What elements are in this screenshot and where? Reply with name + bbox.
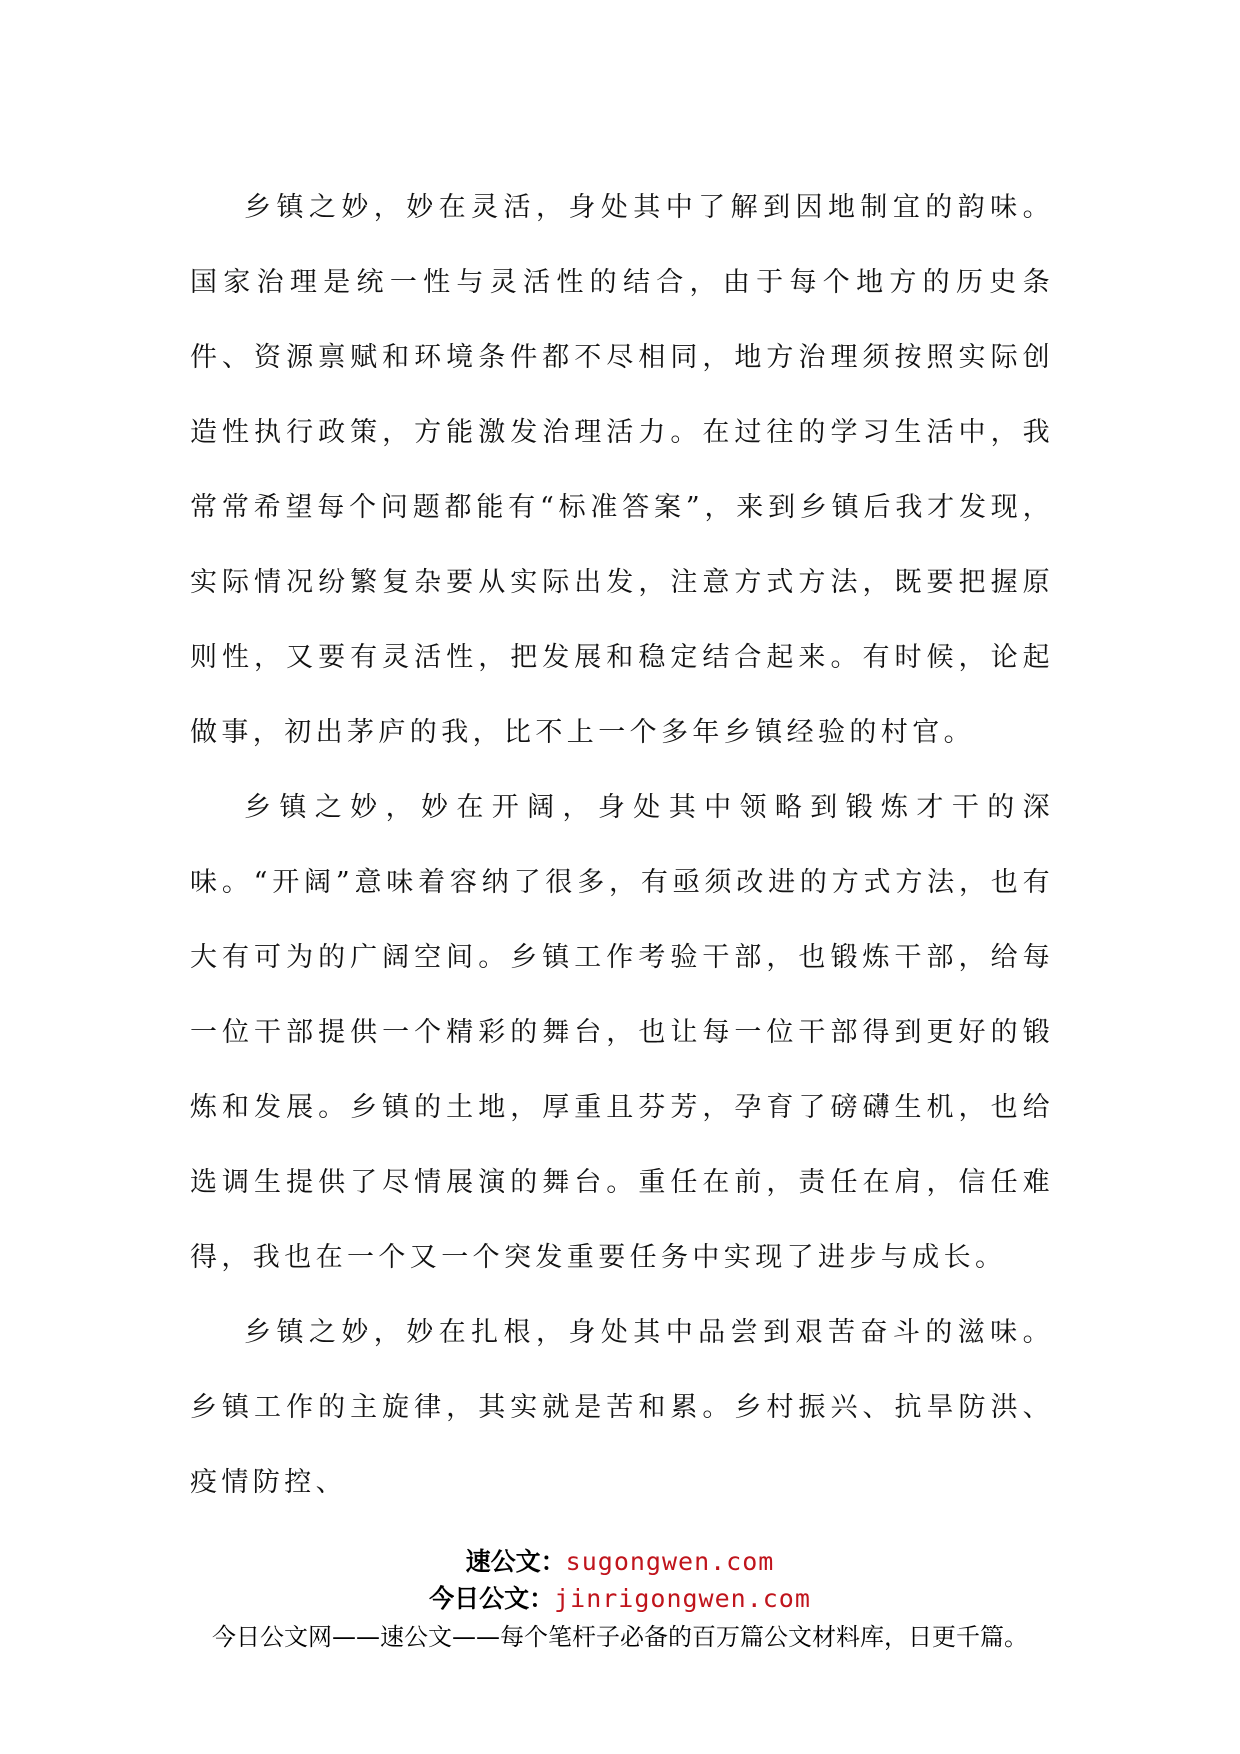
footer (0, 1543, 1240, 1657)
footer-label-sugongwen: 速公文： (465, 1547, 566, 1576)
footer-line-jinrigongwen (0, 1580, 1240, 1617)
footer-slogan: 今日公文网——速公文——每个笔杆子必备的百万篇公文材料库，日更千篇。 (212, 1623, 1028, 1651)
document-body (190, 170, 1054, 1520)
paragraph-1: 乡镇之妙，妙在灵活，身处其中了解到因地制宜的韵味。国家治理是统一性与灵活性的结合，由于每个地方的历史条件、资源禀赋和环境条件都不尽相同，地方治理须按照实际创造性执行政策，方能激发治理活力。在过往的学习生活中，我常常希望每个问题都能有“标准答案”，来到乡镇后我才发现，实际情况纷繁复杂要从实际出发，注意方式方法，既要把握原则性，又要有灵活性，把发展和稳定结合起来。有时候，论起做事，初出茅庐的我，比不上一个多年乡镇经验的村官。 (190, 192, 1054, 748)
sugongwen-link[interactable]: sugongwen.com (565, 1547, 775, 1576)
jinrigongwen-link[interactable]: jinrigongwen.com (554, 1584, 811, 1613)
footer-label-jinrigongwen: 今日公文： (429, 1584, 555, 1613)
footer-line-sugongwen (0, 1543, 1240, 1580)
paragraph-3: 乡镇之妙，妙在扎根，身处其中品尝到艰苦奋斗的滋味。乡镇工作的主旋律，其实就是苦和累。乡村振兴、抗旱防洪、疫情防控、 (190, 1317, 1054, 1498)
paragraph-2: 乡镇之妙，妙在开阔，身处其中领略到锻炼才干的深味。“开阔”意味着容纳了很多，有亟须改进的方式方法，也有大有可为的广阔空间。乡镇工作考验干部，也锻炼干部，给每一位干部提供一个精彩的舞台，也让每一位干部得到更好的锻炼和发展。乡镇的土地，厚重且芬芳，孕育了磅礴生机，也给选调生提供了尽情展演的舞台。重任在前，责任在肩，信任难得，我也在一个又一个突发重要任务中实现了进步与成长。 (190, 792, 1054, 1273)
